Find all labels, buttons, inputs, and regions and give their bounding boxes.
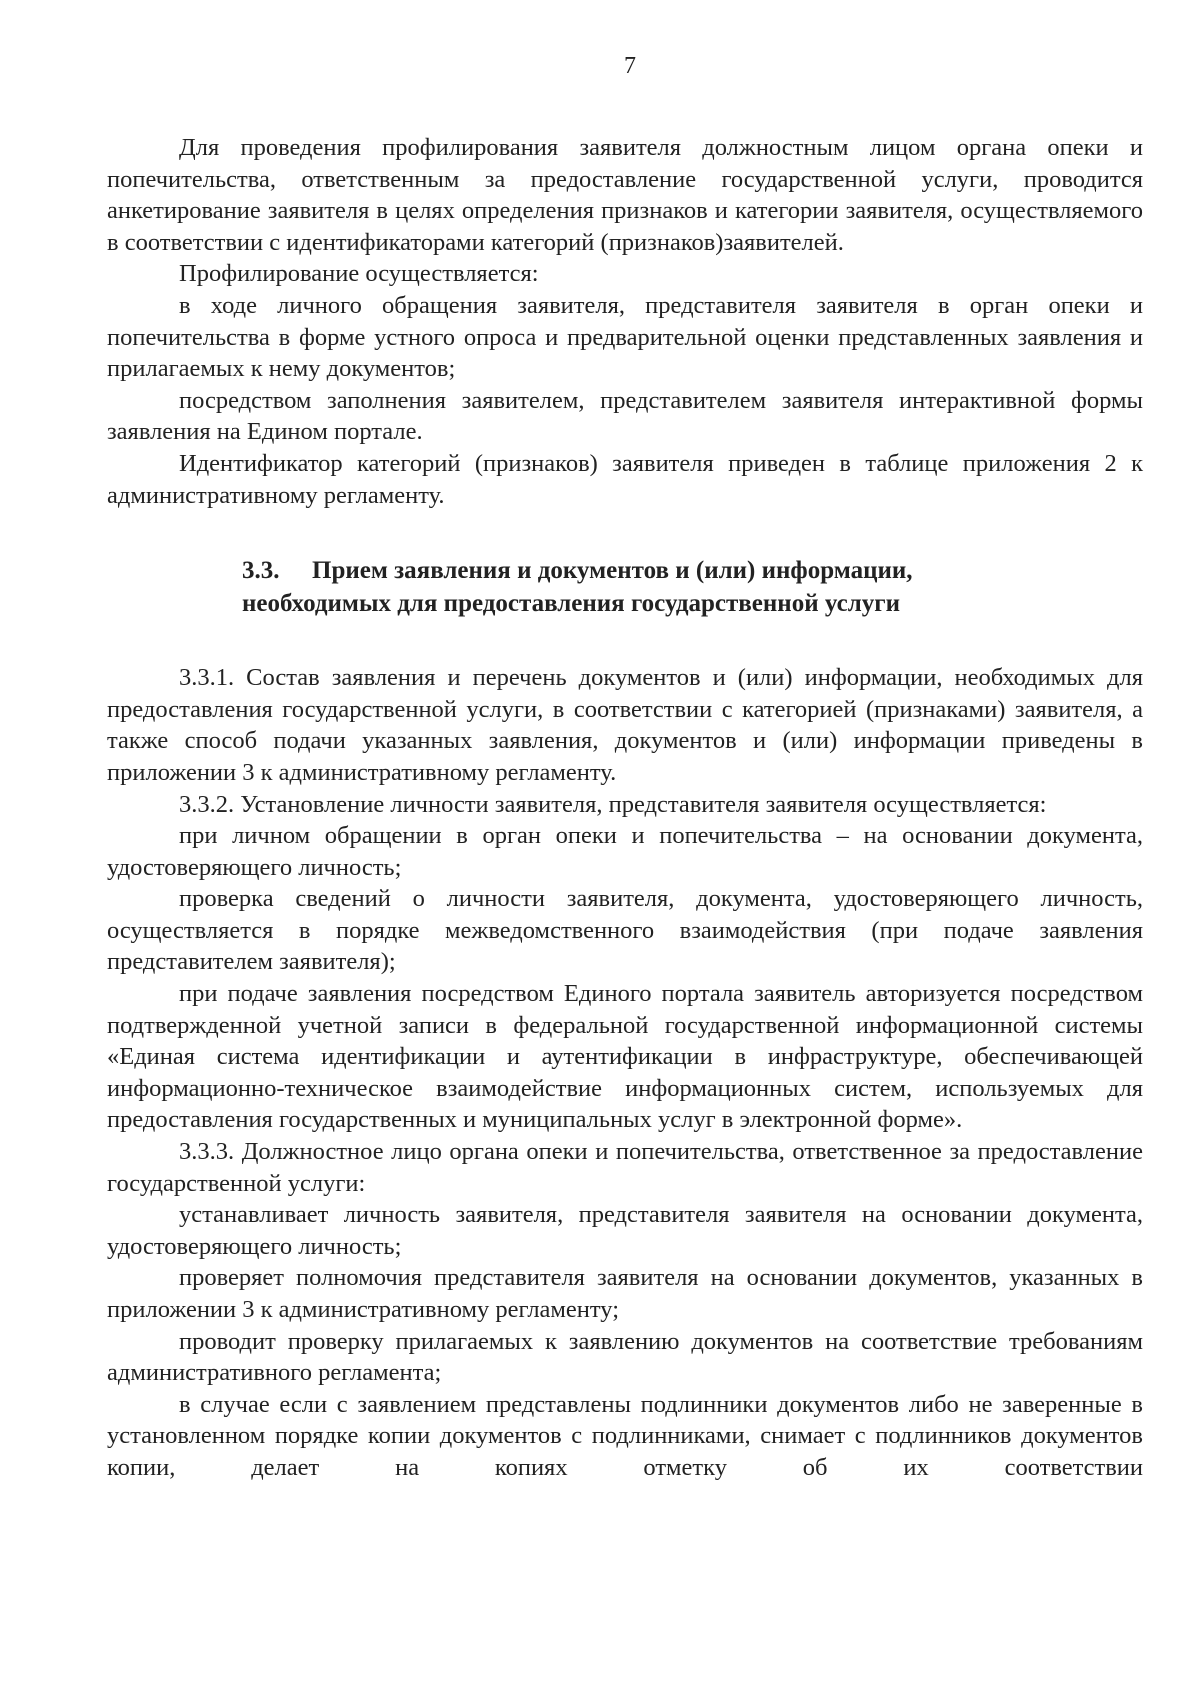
paragraph-portal-form: посредством заполнения заявителем, представителем заявителя интерактивной формы заявления на Едином портале. <box>107 386 1143 446</box>
page-number: 7 <box>624 53 636 79</box>
paragraph-personal-visit: в ходе личного обращения заявителя, представителя заявителя в орган опеки и попечительства в форме устного опроса и предварительной оценки представленных заявления и прилагаемых к нему документов; <box>107 291 1143 383</box>
paragraph-check-authority: проверяет полномочия представителя заявителя на основании документов, указанных в приложении 3 к административному регламенту; <box>107 1264 1143 1323</box>
paragraph-establish-identity: устанавливает личность заявителя, представителя заявителя на основании документа, удостоверяющего личность; <box>107 1201 1143 1260</box>
document-body <box>107 132 1143 1484</box>
paragraph-check-documents: проводит проверку прилагаемых к заявлению документов на соответствие требованиям административного регламента; <box>107 1327 1143 1387</box>
paragraph-identity-check: проверка сведений о личности заявителя, документа, удостоверяющего личность, осуществляется в порядке межведомственного взаимодействия (при подаче заявления представителем заявителя); <box>107 885 1143 976</box>
paragraph-3-3-2: 3.3.2. Установление личности заявителя, представителя заявителя осуществляется: <box>179 790 1047 818</box>
paragraph-3-3-1: 3.3.1. Состав заявления и перечень документов и (или) информации, необходимых для предоставления государственной услуги, в соответствии с категорией (признаками) заявителя, а также способ подачи указанных заявления, документов и (или) информации приведены в приложении 3 к административному регламенту. <box>107 664 1143 786</box>
paragraph-profiling-method: Профилирование осуществляется: <box>179 260 539 288</box>
paragraph-profiling-intro: Для проведения профилирования заявителя должностным лицом органа опеки и попечительства, ответственным за предоставление государственной услуги, проводится анкетирование заявителя в целях определения признаков и категории заявителя, осуществляемого в соответствии с идентификаторами категорий (признаков)заявителей. <box>107 134 1143 256</box>
section-number: 3.3. <box>242 557 280 585</box>
section-heading <box>107 554 1143 620</box>
section-title-line2: необходимых для предоставления государственной услуги <box>242 590 900 618</box>
paragraph-copies: в случае если с заявлением представлены подлинники документов либо не заверенные в установленном порядке копии документов с подлинниками, снимает с подлинников документов копии, делает на копиях отметку об их соответствии <box>107 1390 1143 1481</box>
section-title-line1: Прием заявления и документов и (или) информации, <box>312 557 913 585</box>
paragraph-portal-authorization: при подаче заявления посредством Единого портала заявитель авторизуется посредством подтвержденной учетной записи в федеральной государственной информационной системы «Единая система идентификации и аутентификации в инфраструктуре, обеспечивающей информационно-техническое взаимодействие информационных систем, используемых для предоставления государственных и муниципальных услуг в электронной форме». <box>107 980 1143 1134</box>
paragraph-personal-appeal: при личном обращении в орган опеки и попечительства – на основании документа, удостоверяющего личность; <box>107 822 1143 881</box>
paragraph-3-3-3: 3.3.3. Должностное лицо органа опеки и попечительства, ответственное за предоставление государственной услуги: <box>107 1138 1143 1197</box>
paragraph-identifier: Идентификатор категорий (признаков) заявителя приведен в таблице приложения 2 к административному регламенту. <box>107 449 1143 509</box>
